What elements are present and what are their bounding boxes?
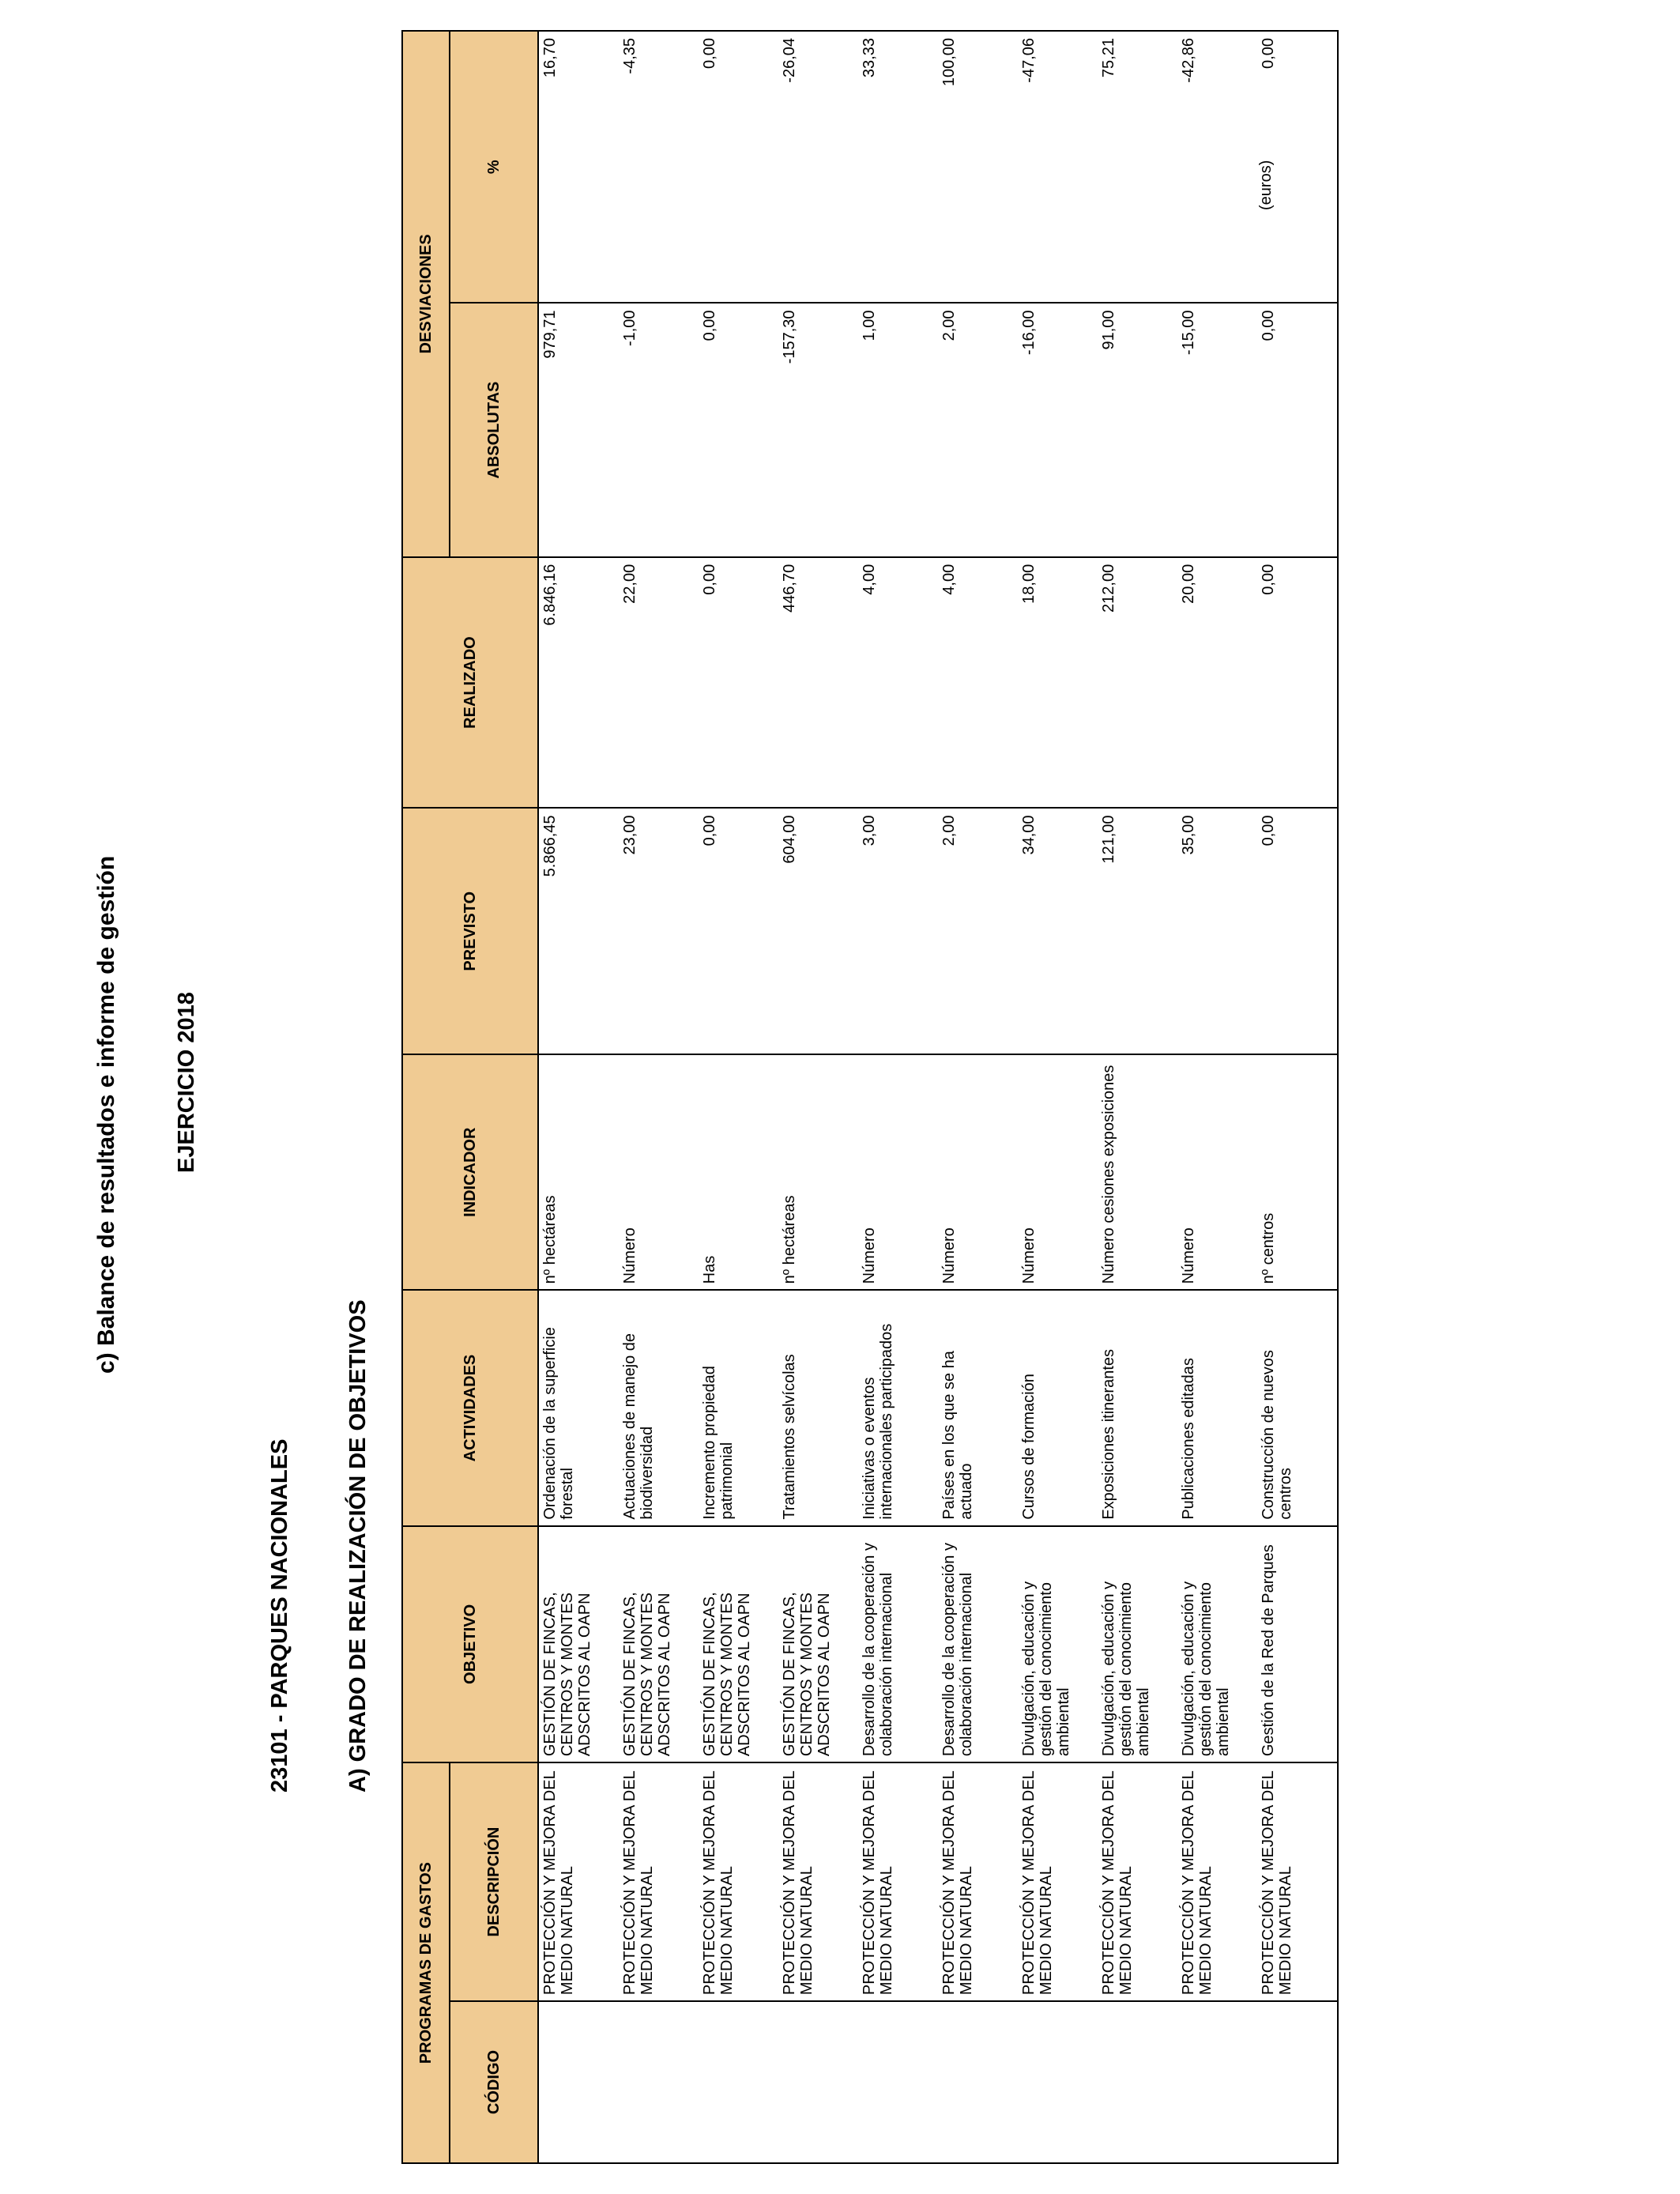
cell-objetivo: GESTIÓN DE FINCAS, CENTROS Y MONTES ADSCRITOS AL OAPN [619, 1526, 699, 1763]
header-actividades: ACTIVIDADES [402, 1290, 538, 1525]
cell-descripcion: PROTECCIÓN Y MEJORA DEL MEDIO NATURAL [858, 1762, 938, 2001]
cell-previsto: 121,00 [1098, 808, 1177, 1054]
cell-descripcion: PROTECCIÓN Y MEJORA DEL MEDIO NATURAL [538, 1762, 619, 2001]
header-absolutas: ABSOLUTAS [450, 303, 538, 556]
cell-absolutas: -16,00 [1018, 303, 1098, 556]
cell-actividades: Cursos de formación [1018, 1290, 1098, 1525]
cell-previsto: 35,00 [1177, 808, 1257, 1054]
cell-codigo [538, 2001, 619, 2163]
cell-actividades: Ordenación de la superficie forestal [538, 1290, 619, 1525]
cell-codigo [1098, 2001, 1177, 2163]
cell-previsto: 2,00 [938, 808, 1018, 1054]
cell-codigo [938, 2001, 1018, 2163]
cell-objetivo: Gestión de la Red de Parques [1257, 1526, 1338, 1763]
cell-codigo [1257, 2001, 1338, 2163]
cell-indicador: Número [858, 1054, 938, 1290]
cell-realizado: 0,00 [699, 557, 778, 809]
table-row [619, 31, 699, 2163]
cell-actividades: Exposiciones itinerantes [1098, 1290, 1177, 1525]
table-row [1018, 31, 1098, 2163]
cell-objetivo: GESTIÓN DE FINCAS, CENTROS Y MONTES ADSCRITOS AL OAPN [699, 1526, 778, 1763]
header-codigo: CÓDIGO [450, 2001, 538, 2163]
cell-porcentaje: -42,86 [1177, 31, 1257, 303]
cell-realizado: 20,00 [1177, 557, 1257, 809]
cell-indicador: nº hectáreas [778, 1054, 858, 1290]
cell-absolutas: 91,00 [1098, 303, 1177, 556]
cell-absolutas: 0,00 [699, 303, 778, 556]
cell-realizado: 446,70 [778, 557, 858, 809]
cell-indicador: Número [619, 1054, 699, 1290]
cell-porcentaje: 16,70 [538, 31, 619, 303]
header-indicador: INDICADOR [402, 1054, 538, 1290]
cell-actividades: Publicaciones editadas [1177, 1290, 1257, 1525]
cell-indicador: Número [938, 1054, 1018, 1290]
cell-absolutas: -1,00 [619, 303, 699, 556]
cell-previsto: 34,00 [1018, 808, 1098, 1054]
header-realizado: REALIZADO [402, 557, 538, 809]
table-row [538, 31, 619, 2163]
cell-descripcion: PROTECCIÓN Y MEJORA DEL MEDIO NATURAL [1018, 1762, 1098, 2001]
cell-actividades: Países en los que se ha actuado [938, 1290, 1018, 1525]
units-label: (euros) [1257, 160, 1275, 210]
cell-indicador: Número [1177, 1054, 1257, 1290]
cell-previsto: 604,00 [778, 808, 858, 1054]
cell-porcentaje: -47,06 [1018, 31, 1098, 303]
cell-previsto: 3,00 [858, 808, 938, 1054]
header-previsto: PREVISTO [402, 808, 538, 1054]
cell-previsto: 5.866,45 [538, 808, 619, 1054]
cell-realizado: 0,00 [1257, 557, 1338, 809]
cell-indicador: Número [1018, 1054, 1098, 1290]
cell-actividades: Tratamientos selvícolas [778, 1290, 858, 1525]
cell-objetivo: Divulgación, educación y gestión del conocimiento ambiental [1177, 1526, 1257, 1763]
cell-codigo [1177, 2001, 1257, 2163]
cell-indicador: nº hectáreas [538, 1054, 619, 1290]
cell-indicador: Has [699, 1054, 778, 1290]
cell-objetivo: GESTIÓN DE FINCAS, CENTROS Y MONTES ADSCRITOS AL OAPN [778, 1526, 858, 1763]
header-desviaciones: DESVIACIONES [402, 31, 450, 557]
cell-descripcion: PROTECCIÓN Y MEJORA DEL MEDIO NATURAL [699, 1762, 778, 2001]
cell-actividades: Construcción de nuevos centros [1257, 1290, 1338, 1525]
header-porcentaje: % [450, 31, 538, 303]
cell-realizado: 212,00 [1098, 557, 1177, 809]
cell-realizado: 22,00 [619, 557, 699, 809]
cell-objetivo: Divulgación, educación y gestión del conocimiento ambiental [1018, 1526, 1098, 1763]
table-row [938, 31, 1018, 2163]
table-row [1177, 31, 1257, 2163]
table-row [699, 31, 778, 2163]
cell-absolutas: 0,00 [1257, 303, 1338, 556]
cell-indicador: nº centros [1257, 1054, 1338, 1290]
table-row [1098, 31, 1177, 2163]
cell-objetivo: Desarrollo de la cooperación y colaboración internacional [858, 1526, 938, 1763]
header-programas: PROGRAMAS DE GASTOS [402, 1762, 450, 2163]
cell-absolutas: 1,00 [858, 303, 938, 556]
cell-objetivo: GESTIÓN DE FINCAS, CENTROS Y MONTES ADSCRITOS AL OAPN [538, 1526, 619, 1763]
cell-previsto: 0,00 [1257, 808, 1338, 1054]
cell-descripcion: PROTECCIÓN Y MEJORA DEL MEDIO NATURAL [1177, 1762, 1257, 2001]
cell-actividades: Iniciativas o eventos internacionales participados [858, 1290, 938, 1525]
cell-actividades: Incremento propiedad patrimonial [699, 1290, 778, 1525]
objectives-table [401, 30, 1339, 2164]
cell-codigo [699, 2001, 778, 2163]
cell-porcentaje: 100,00 [938, 31, 1018, 303]
cell-objetivo: Divulgación, educación y gestión del conocimiento ambiental [1098, 1526, 1177, 1763]
cell-absolutas: -157,30 [778, 303, 858, 556]
cell-porcentaje: 0,00 [1257, 31, 1338, 303]
exercise-title: EJERCICIO 2018 [174, 992, 199, 1173]
cell-descripcion: PROTECCIÓN Y MEJORA DEL MEDIO NATURAL [938, 1762, 1018, 2001]
cell-codigo [1018, 2001, 1098, 2163]
cell-objetivo: Desarrollo de la cooperación y colaboración internacional [938, 1526, 1018, 1763]
cell-actividades: Actuaciones de manejo de biodiversidad [619, 1290, 699, 1525]
cell-realizado: 4,00 [938, 557, 1018, 809]
cell-codigo [778, 2001, 858, 2163]
header-descripcion: DESCRIPCIÓN [450, 1762, 538, 2001]
cell-codigo [619, 2001, 699, 2163]
cell-porcentaje: 75,21 [1098, 31, 1177, 303]
cell-descripcion: PROTECCIÓN Y MEJORA DEL MEDIO NATURAL [1257, 1762, 1338, 2001]
table-row [778, 31, 858, 2163]
cell-absolutas: 979,71 [538, 303, 619, 556]
cell-porcentaje: 0,00 [699, 31, 778, 303]
cell-previsto: 23,00 [619, 808, 699, 1054]
cell-absolutas: -15,00 [1177, 303, 1257, 556]
cell-codigo [858, 2001, 938, 2163]
cell-absolutas: 2,00 [938, 303, 1018, 556]
table-row [858, 31, 938, 2163]
cell-previsto: 0,00 [699, 808, 778, 1054]
cell-indicador: Número cesiones exposiciones [1098, 1054, 1177, 1290]
header-objetivo: OBJETIVO [402, 1526, 538, 1763]
cell-porcentaje: -4,35 [619, 31, 699, 303]
cell-porcentaje: 33,33 [858, 31, 938, 303]
cell-descripcion: PROTECCIÓN Y MEJORA DEL MEDIO NATURAL [778, 1762, 858, 2001]
cell-realizado: 4,00 [858, 557, 938, 809]
cell-descripcion: PROTECCIÓN Y MEJORA DEL MEDIO NATURAL [1098, 1762, 1177, 2001]
table-row [1257, 31, 1338, 2163]
cell-realizado: 18,00 [1018, 557, 1098, 809]
section-a-title: A) GRADO DE REALIZACIÓN DE OBJETIVOS [345, 1299, 371, 1793]
cell-porcentaje: -26,04 [778, 31, 858, 303]
section-c-title: c) Balance de resultados e informe de gestión [93, 855, 119, 1374]
cell-descripcion: PROTECCIÓN Y MEJORA DEL MEDIO NATURAL [619, 1762, 699, 2001]
program-title: 23101 - PARQUES NACIONALES [267, 1438, 292, 1793]
cell-realizado: 6.846,16 [538, 557, 619, 809]
